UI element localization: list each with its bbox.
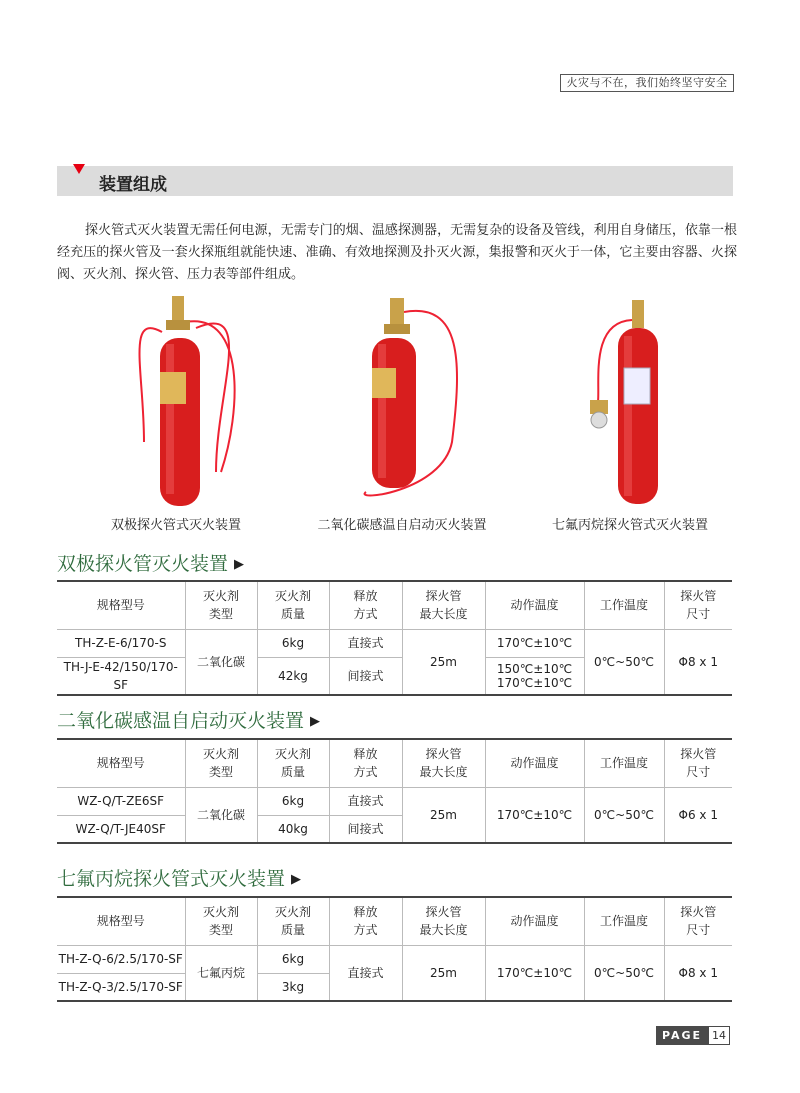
product-caption-3: 七氟丙烷探火管式灭火装置 [551,518,708,533]
col-header-agent-type: 灭火剂 类型 [185,897,257,945]
table-row [57,629,732,657]
page-number-value: 14 [708,1026,730,1045]
cell-act-temp: 170℃±10℃ [485,629,584,657]
cell-model: TH-Z-E-6/170-S [57,629,185,657]
fire-extinguisher-cylinder-icon [292,292,512,512]
cell-release: 间接式 [329,657,402,695]
col-header-act-temp: 动作温度 [485,739,584,787]
cell-work-temp: 0℃~50℃ [584,629,664,695]
col-header-tube-length: 探火管 最大长度 [402,581,485,629]
col-header-work-temp: 工作温度 [584,581,664,629]
play-arrow-icon: ▶ [234,557,245,572]
table-title-3-text: 七氟丙烷探火管式灭火装置 [57,868,286,890]
table-title-1-text: 双极探火管灭火装置 [57,553,229,575]
fire-extinguisher-cylinder-icon [520,292,740,512]
cell-model: TH-Z-Q-3/2.5/170-SF [57,973,185,1001]
col-header-work-temp: 工作温度 [584,739,664,787]
cell-mass: 3kg [257,973,329,1001]
cell-release: 直接式 [329,787,402,815]
col-header-tube-size: 探火管 尺寸 [664,739,732,787]
cell-mass: 40kg [257,815,329,843]
col-header-agent-mass: 灭火剂 质量 [257,739,329,787]
col-header-release: 释放 方式 [329,739,402,787]
col-header-model: 规格型号 [57,897,185,945]
cell-release: 直接式 [329,629,402,657]
cell-mass: 42kg [257,657,329,695]
spec-table-3 [57,896,732,1002]
cell-release: 直接式 [329,945,402,1001]
cell-model: TH-Z-Q-6/2.5/170-SF [57,945,185,973]
table-title-2 [57,706,320,733]
spec-table-2 [57,738,732,844]
col-header-model: 规格型号 [57,581,185,629]
col-header-model: 规格型号 [57,739,185,787]
col-header-act-temp: 动作温度 [485,581,584,629]
col-header-tube-length: 探火管 最大长度 [402,739,485,787]
col-header-agent-mass: 灭火剂 质量 [257,581,329,629]
col-header-tube-size: 探火管 尺寸 [664,897,732,945]
section-title: 装置组成 [99,175,167,195]
col-header-agent-type: 灭火剂 类型 [185,581,257,629]
col-header-work-temp: 工作温度 [584,897,664,945]
table-row [57,787,732,815]
cell-mass: 6kg [257,945,329,973]
cell-tube-size: Φ8 x 1 [664,945,732,1001]
col-header-release: 释放 方式 [329,581,402,629]
cell-mass: 6kg [257,787,329,815]
cell-work-temp: 0℃~50℃ [584,787,664,843]
cell-agent: 二氧化碳 [185,787,257,843]
cell-agent: 七氟丙烷 [185,945,257,1001]
product-1 [66,292,286,542]
col-header-agent-type: 灭火剂 类型 [185,739,257,787]
section-header [57,166,733,196]
table-title-1 [57,549,244,576]
product-caption-1: 双极探火管式灭火装置 [110,518,241,533]
col-header-release: 释放 方式 [329,897,402,945]
cell-model: WZ-Q/T-ZE6SF [57,787,185,815]
cell-work-temp: 0℃~50℃ [584,945,664,1001]
cell-tube-size: Φ6 x 1 [664,787,732,843]
table-title-3 [57,864,301,891]
page-number [656,1026,730,1045]
play-arrow-icon: ▶ [291,872,302,887]
table-row [57,945,732,973]
cell-release: 间接式 [329,815,402,843]
product-caption-2: 二氧化碳感温自启动灭火装置 [317,518,487,533]
triangle-marker-icon [73,164,85,174]
cell-act-temp: 170℃±10℃ [485,787,584,843]
cell-agent: 二氧化碳 [185,629,257,695]
slogan-box: 火灾与不在，我们始终坚守安全 [560,74,734,92]
product-3 [520,292,740,542]
table-title-2-text: 二氧化碳感温自启动灭火装置 [57,710,305,732]
col-header-tube-length: 探火管 最大长度 [402,897,485,945]
cell-model: TH-J-E-42/150/170-SF [57,657,185,695]
cell-tube-length: 25m [402,787,485,843]
cell-tube-length: 25m [402,945,485,1001]
col-header-agent-mass: 灭火剂 质量 [257,897,329,945]
cell-tube-size: Φ8 x 1 [664,629,732,695]
cell-tube-length: 25m [402,629,485,695]
spec-table-1 [57,580,732,696]
col-header-tube-size: 探火管 尺寸 [664,581,732,629]
col-header-act-temp: 动作温度 [485,897,584,945]
cell-act-temp: 170℃±10℃ [485,945,584,1001]
product-2 [292,292,512,542]
play-arrow-icon: ▶ [310,714,321,729]
intro-paragraph: 探火管式灭火装置无需任何电源，无需专门的烟、温感探测器，无需复杂的设备及管线，利用自身储压，依靠一根经充压的探火管及一套火探瓶组就能快速、准确、有效地探测及扑灭火源，集报警和灭火于一体，它主要由容器、火探阀、灭火剂、探火管、压力表等部件组成。 [57,223,737,282]
cell-mass: 6kg [257,629,329,657]
page-label: PAGE [656,1026,708,1045]
cell-model: WZ-Q/T-JE40SF [57,815,185,843]
cell-act-temp: 150℃±10℃ 170℃±10℃ [485,657,584,695]
fire-extinguisher-cylinder-icon [66,292,286,512]
